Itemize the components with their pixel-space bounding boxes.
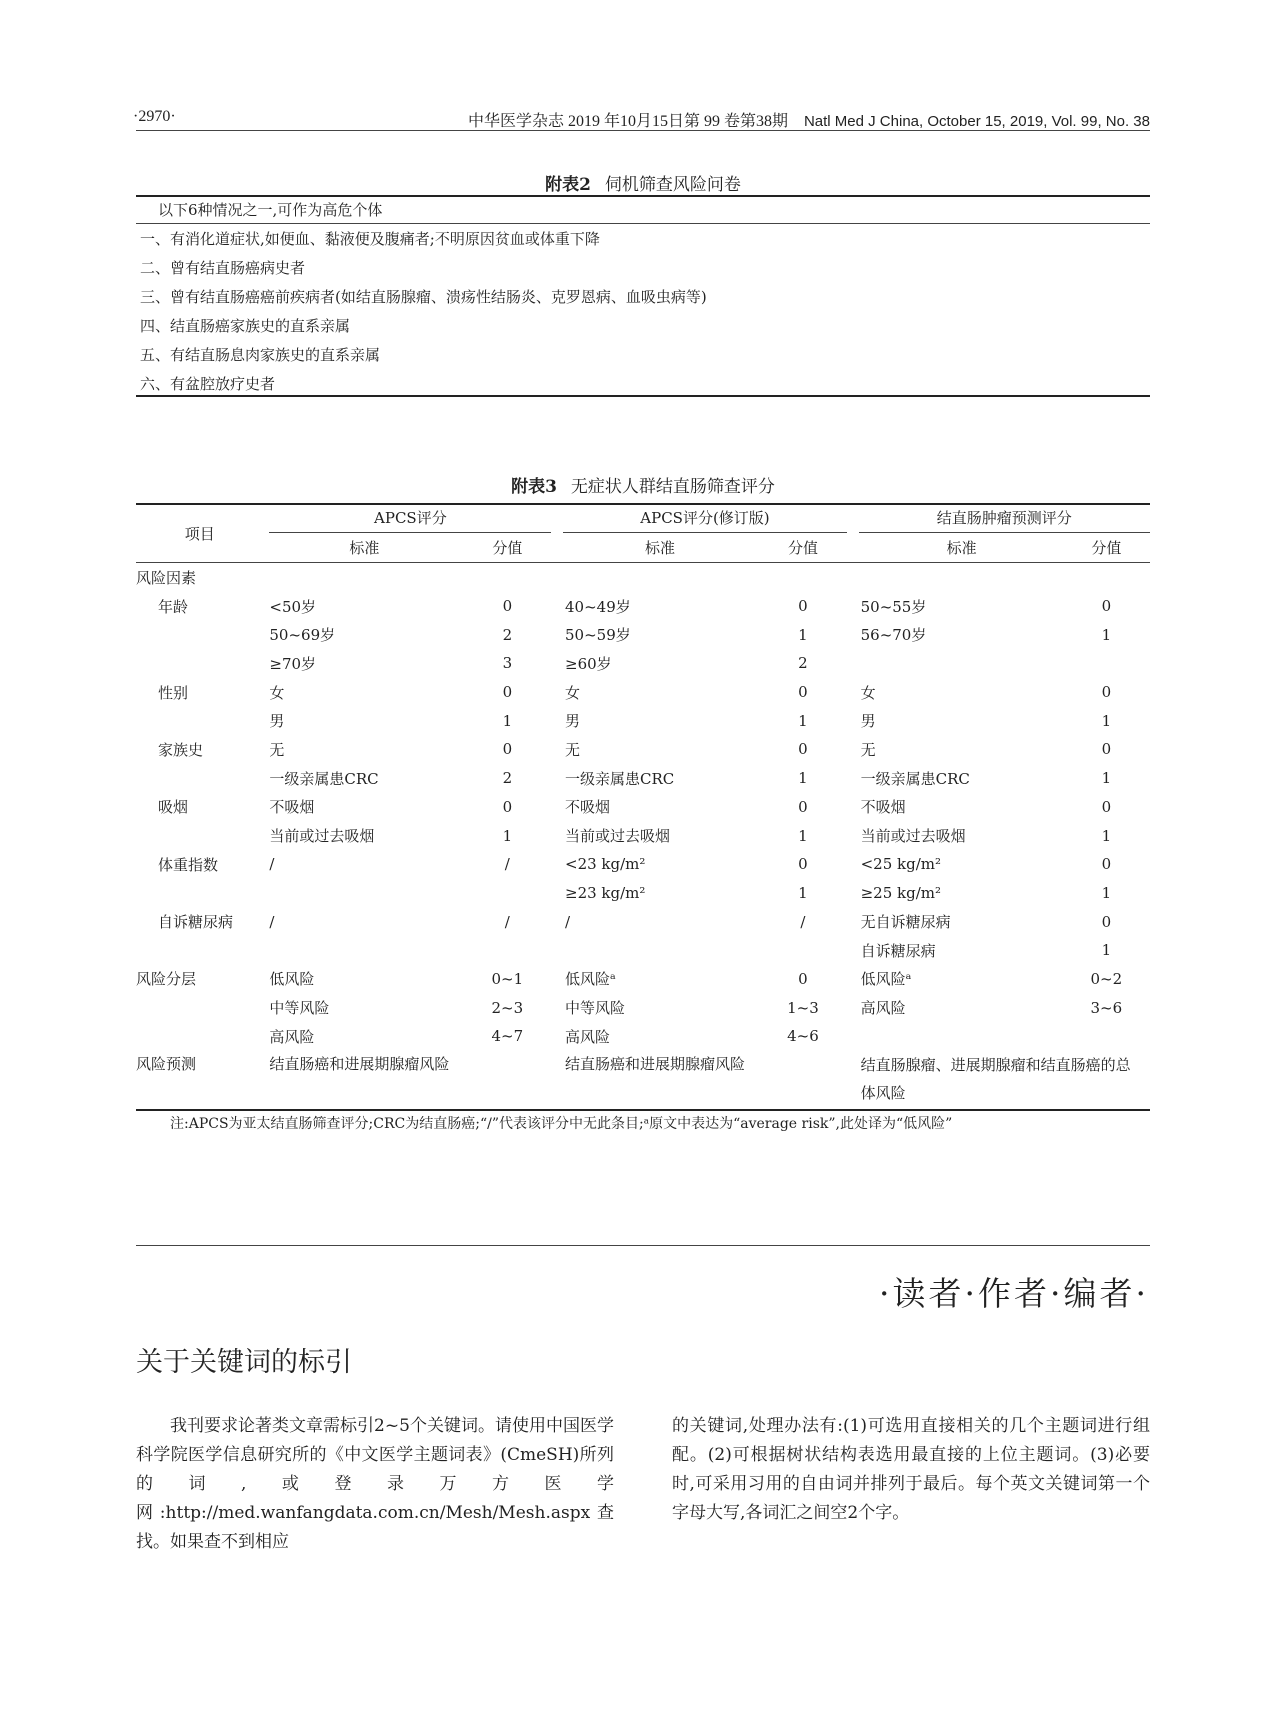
apcs-score: 1 xyxy=(502,826,513,845)
tumor-score-score xyxy=(1063,563,1150,592)
table3-row xyxy=(136,649,1150,678)
apcs-standard: 中等风险 xyxy=(269,999,330,1018)
apcs-revised-score: 1 xyxy=(798,883,808,902)
apcs-score: 0 xyxy=(502,597,513,616)
table3-caption xyxy=(136,472,1150,497)
table3-row xyxy=(136,592,1150,621)
prediction-apcs-revised: 结直肠癌和进展期腺瘤风险 xyxy=(559,1051,851,1110)
tumor-score-standard: 男 xyxy=(860,712,876,731)
apcs-score xyxy=(459,879,555,908)
table3-header-group-2 xyxy=(559,504,851,533)
apcs-revised-standard: 中等风险 xyxy=(565,999,626,1018)
apcs-revised-standard: 一级亲属患CRC xyxy=(565,769,675,788)
tumor-score-standard xyxy=(855,563,1063,592)
apcs-revised-standard: 不吸烟 xyxy=(565,798,611,817)
col-score-2: 分值 xyxy=(787,539,818,557)
apcs-revised-score: 0 xyxy=(798,855,808,874)
tumor-score-standard: 56~70岁 xyxy=(860,626,927,645)
tumor-score-score: 0 xyxy=(1101,740,1112,759)
apcs-standard xyxy=(263,563,459,592)
tumor-score-standard: <25 kg/m² xyxy=(860,855,942,874)
apcs-score: 1 xyxy=(502,711,513,730)
apcs-revised-standard xyxy=(559,936,755,965)
table3-row xyxy=(136,620,1150,649)
apcs-revised-score xyxy=(755,563,851,592)
apcs-standard: 高风险 xyxy=(269,1027,315,1046)
section-rule xyxy=(136,1245,1150,1246)
table3-row xyxy=(136,764,1150,793)
table3-prediction-row xyxy=(136,1051,1150,1110)
apcs-score: 2 xyxy=(502,625,513,644)
row-item-label: 家族史 xyxy=(158,740,204,759)
apcs-score: 0 xyxy=(502,797,513,816)
tumor-score-standard xyxy=(855,649,1063,678)
table2-caption xyxy=(136,170,1150,195)
apcs-revised-score: 4~6 xyxy=(787,1027,819,1046)
tumor-score-standard: 无 xyxy=(860,740,876,759)
table2-row: 三、曾有结直肠癌癌前疾病者(如结直肠腺瘤、溃疡性结肠炎、克罗恩病、血吸虫病等) xyxy=(140,288,707,306)
apcs-standard xyxy=(263,879,459,908)
apcs-score: 3 xyxy=(502,654,513,673)
article-paragraph-left: 我刊要求论著类文章需标引2~5个关键词。请使用中国医学科学院医学信息研究所的《中文医学主题词表》(CmeSH)所列的词,或登录万方医学网:http://med.wanfangdata.com.cn/Mesh/Mesh.aspx查找。如果查不到相应 xyxy=(136,1416,614,1552)
apcs-revised-score: 1~3 xyxy=(787,998,819,1017)
table3-header-group-3 xyxy=(855,504,1150,533)
row-item-label xyxy=(136,764,263,793)
header-rule xyxy=(136,130,1150,131)
row-item-label: 自诉糖尿病 xyxy=(158,913,234,932)
apcs-revised-score: 0 xyxy=(798,740,808,759)
apcs-revised-standard: ≥60岁 xyxy=(565,654,612,673)
apcs-revised-score: 0 xyxy=(798,797,808,816)
row-item-label xyxy=(136,936,263,965)
apcs-standard: 50~69岁 xyxy=(269,626,336,645)
table2-bottom-rule xyxy=(136,395,1150,397)
tumor-score-score: 1 xyxy=(1101,769,1112,788)
tumor-score-score: 0 xyxy=(1101,855,1112,874)
apcs-revised-standard: / xyxy=(565,912,571,931)
table3-row xyxy=(136,706,1150,735)
table3-header-group-1 xyxy=(263,504,555,533)
apcs-standard xyxy=(263,936,459,965)
tumor-score-standard xyxy=(855,1022,1063,1051)
apcs-revised-score: 1 xyxy=(798,625,808,644)
table2-row: 六、有盆腔放疗史者 xyxy=(140,375,276,393)
row-item-label xyxy=(136,879,263,908)
table2-label: 附表2 xyxy=(545,175,591,195)
apcs-revised-score: 0 xyxy=(798,969,808,988)
row-item-label xyxy=(136,821,263,850)
tumor-score-standard: 低风险ᵃ xyxy=(860,970,912,989)
apcs-standard: / xyxy=(269,912,275,931)
col-score-3: 分值 xyxy=(1091,539,1122,557)
row-item-label: 风险因素 xyxy=(136,568,197,587)
journal-citation xyxy=(468,108,1150,131)
table3-row xyxy=(136,793,1150,822)
tumor-score-standard: 50~55岁 xyxy=(860,597,927,616)
section-tag: ·读者·作者·编者· xyxy=(879,1274,1149,1313)
tumor-score-score: 1 xyxy=(1101,883,1112,902)
tumor-score-score: 1 xyxy=(1101,941,1112,960)
tumor-score-score: 1 xyxy=(1101,711,1112,730)
apcs-revised-standard xyxy=(559,563,755,592)
table3-row xyxy=(136,735,1150,764)
table3-row xyxy=(136,936,1150,965)
table2-title: 伺机筛查风险问卷 xyxy=(604,175,741,195)
apcs-score: 0 xyxy=(502,740,513,759)
apcs-score xyxy=(459,563,555,592)
apcs-revised-standard: 低风险ᵃ xyxy=(565,970,616,989)
table2-intro: 以下6种情况之一,可作为高危个体 xyxy=(158,201,383,219)
tumor-score-score: 0 xyxy=(1101,912,1112,931)
prediction-tumor-score: 结直肠腺瘤、进展期腺瘤和结直肠癌的总体风险 xyxy=(855,1051,1150,1110)
apcs-standard: 男 xyxy=(269,712,285,731)
row-item-label: 吸烟 xyxy=(158,798,189,817)
apcs-score xyxy=(459,936,555,965)
row-item-label xyxy=(136,1022,263,1051)
table2-row: 五、有结直肠息肉家族史的直系亲属 xyxy=(140,346,381,364)
apcs-standard: <50岁 xyxy=(269,597,317,616)
row-item-label xyxy=(136,620,263,649)
apcs-score: 4~7 xyxy=(491,1027,524,1046)
apcs-standard: 一级亲属患CRC xyxy=(269,769,379,788)
apcs-revised-standard: <23 kg/m² xyxy=(565,855,646,874)
table3-row xyxy=(136,907,1150,936)
tumor-score-score: 0 xyxy=(1101,797,1112,816)
tumor-score-standard: 一级亲属患CRC xyxy=(860,769,970,788)
row-item-label: 年龄 xyxy=(158,597,189,616)
apcs-standard: 女 xyxy=(269,683,285,702)
tumor-score-standard: 无自诉糖尿病 xyxy=(860,913,951,932)
apcs-score: 2~3 xyxy=(491,998,524,1017)
apcs-revised-standard: 女 xyxy=(565,683,581,702)
row-item-label: 风险分层 xyxy=(136,970,197,989)
apcs-score: / xyxy=(504,855,510,874)
tumor-score-score: 0~2 xyxy=(1090,969,1123,988)
table3-note: 注:APCS为亚太结直肠筛查评分;CRC为结直肠癌;“/”代表该评分中无此条目;ᵃ原文中表达为“average risk”,此处译为“低风险” xyxy=(170,1116,953,1132)
article-paragraph-right: 的关键词,处理办法有:(1)可选用直接相关的几个主题词进行组配。(2)可根据树状结构表选用最直接的上位主题词。(3)必要时,可采用习用的自由词并排列于最后。每个英文关键词第一个字母大写,各词汇之间空2个字。 xyxy=(672,1416,1150,1523)
table3-row xyxy=(136,993,1150,1022)
row-item-label: 体重指数 xyxy=(158,855,219,874)
tumor-score-standard: ≥25 kg/m² xyxy=(860,883,942,902)
apcs-revised-standard: ≥23 kg/m² xyxy=(565,883,646,902)
tumor-score-standard: 女 xyxy=(860,683,876,702)
apcs-revised-score: 2 xyxy=(798,654,808,673)
col-standard-1: 标准 xyxy=(349,539,380,557)
apcs-revised-score: 0 xyxy=(798,597,808,616)
apcs-revised-score: / xyxy=(800,912,806,931)
prediction-label: 风险预测 xyxy=(136,1051,263,1110)
table3-header-item: 项目 xyxy=(136,504,263,563)
page-number: ·2970· xyxy=(133,108,176,125)
tumor-score-standard: 不吸烟 xyxy=(860,798,906,817)
table3-row xyxy=(136,850,1150,879)
tumor-score-score xyxy=(1063,1022,1150,1051)
apcs-score: 0~1 xyxy=(491,969,524,988)
apcs-revised-score: 1 xyxy=(798,711,808,730)
tumor-score-score: 1 xyxy=(1101,625,1112,644)
apcs-score: 0 xyxy=(502,683,513,702)
apcs-revised-score: 0 xyxy=(798,683,808,702)
apcs-standard: 低风险 xyxy=(269,970,315,989)
tumor-score-score: 0 xyxy=(1101,683,1112,702)
apcs-score: / xyxy=(504,912,510,931)
tumor-score-standard: 自诉糖尿病 xyxy=(860,941,936,960)
journal-en: Natl Med J China, October 15, 2019, Vol. 99, No. 38 xyxy=(803,113,1150,130)
article-title: 关于关键词的标引 xyxy=(136,1347,352,1378)
apcs-revised-standard: 男 xyxy=(565,712,581,731)
prediction-apcs: 结直肠癌和进展期腺瘤风险 xyxy=(263,1051,555,1110)
group-3-label: 结直肠肿瘤预测评分 xyxy=(859,505,1150,533)
group-2-label: APCS评分(修订版) xyxy=(563,505,847,533)
apcs-standard: 当前或过去吸烟 xyxy=(269,827,375,846)
row-item-label: 性别 xyxy=(158,683,189,702)
table2-top-rule xyxy=(136,195,1150,197)
tumor-score-score: 1 xyxy=(1101,826,1112,845)
table3-row xyxy=(136,1022,1150,1051)
table3-row xyxy=(136,678,1150,707)
table3-row xyxy=(136,965,1150,994)
table2-row: 四、结直肠癌家族史的直系亲属 xyxy=(140,317,351,335)
apcs-revised-standard: 40~49岁 xyxy=(565,597,631,616)
table2-row: 二、曾有结直肠癌病史者 xyxy=(140,259,306,277)
row-item-label xyxy=(136,993,263,1022)
row-item-label xyxy=(136,706,263,735)
apcs-revised-score: 1 xyxy=(798,769,808,788)
col-standard-3: 标准 xyxy=(946,539,977,557)
table3-title: 无症状人群结直肠筛查评分 xyxy=(570,477,775,497)
tumor-score-score: 3~6 xyxy=(1090,998,1123,1017)
table2-head-rule xyxy=(136,223,1150,224)
table3-row xyxy=(136,821,1150,850)
tumor-score-standard: 高风险 xyxy=(860,999,906,1018)
apcs-revised-standard: 当前或过去吸烟 xyxy=(565,827,671,846)
apcs-revised-standard: 高风险 xyxy=(565,1027,611,1046)
group-1-label: APCS评分 xyxy=(269,505,551,533)
apcs-standard: 无 xyxy=(269,740,285,759)
row-item-label xyxy=(136,649,263,678)
apcs-standard: ≥70岁 xyxy=(269,654,317,673)
apcs-revised-score: 1 xyxy=(798,826,808,845)
apcs-standard: / xyxy=(269,855,275,874)
table3-label: 附表3 xyxy=(511,477,557,497)
apcs-revised-standard: 无 xyxy=(565,740,581,759)
col-score-1: 分值 xyxy=(492,539,523,557)
table3-row xyxy=(136,879,1150,908)
table3 xyxy=(136,503,1150,1111)
apcs-revised-score xyxy=(755,936,851,965)
apcs-revised-standard: 50~59岁 xyxy=(565,626,631,645)
tumor-score-score xyxy=(1063,649,1150,678)
table3-row xyxy=(136,563,1150,592)
table3-body xyxy=(136,563,1150,1051)
tumor-score-standard: 当前或过去吸烟 xyxy=(860,827,966,846)
apcs-score: 2 xyxy=(502,769,513,788)
col-standard-2: 标准 xyxy=(644,539,675,557)
apcs-standard: 不吸烟 xyxy=(269,798,315,817)
table2-row: 一、有消化道症状,如便血、黏液便及腹痛者;不明原因贫血或体重下降 xyxy=(140,230,600,248)
journal-cn: 中华医学杂志 2019 年10月15日第 99 卷第38期 xyxy=(467,113,788,130)
tumor-score-score: 0 xyxy=(1101,597,1112,616)
